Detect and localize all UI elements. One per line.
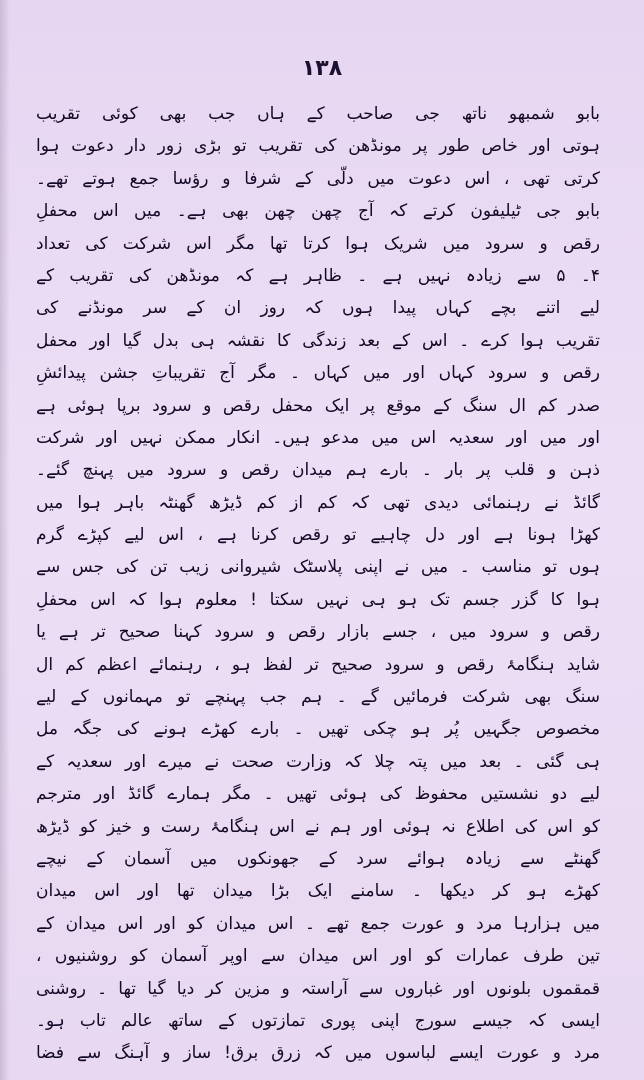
text-line: کھڑے ہو کر دیکھا ۔ سامنے ایک بڑا میدان تھا اور اس میدان bbox=[36, 881, 600, 902]
text-line: ۴۔ ۵ سے زیادہ نہیں ہے ۔ ظاہر ہے کہ مونڈھن کی تقریب کے bbox=[36, 265, 600, 286]
page-number: ۱۳۸ bbox=[301, 56, 343, 81]
text-line: ذہن و قلب پر بار ۔ بارے ہم میدان رقص و سرود میں پہنچ گئے۔ bbox=[36, 460, 600, 481]
text-line: قمقموں بلونوں اور غباروں سے آراستہ و مزین کر دیا گیا تھا ۔ روشنی bbox=[36, 978, 600, 999]
text-line: ہوا کا گزر جسم تک ہو ہی نہیں سکتا ! معلوم ہوا کہ اس محفلِ bbox=[36, 589, 600, 610]
text-line: ہوتی اور خاص طور پر مونڈھن کی تقریب تو بڑی زور دار دعوت ہوا bbox=[36, 136, 600, 157]
text-line: رقص و سرود میں شریک ہوا کرتا تھا مگر اس شرکت کی تعداد bbox=[36, 233, 600, 254]
body-text bbox=[36, 98, 600, 1070]
text-line: رقص و سرود کہاں اور میں کہاں ۔ مگر آج تقریباتِ جشن پیدائشِ bbox=[36, 363, 600, 384]
text-line: تین طرف عمارات کو اور اس میدان سے اوپر آسمان کو روشنیوں ، bbox=[36, 946, 600, 967]
text-line: سنگ بھی شرکت فرمائیں گے ۔ ہم جب پہنچے تو مہمانوں کے لیے bbox=[36, 687, 600, 708]
text-line: لیے دو نشستیں محفوظ کی ہوئی تھیں ۔ مگر ہمارے گائڈ اور مترجم bbox=[36, 784, 600, 805]
text-line: بابو جی ٹیلیفون کرتے کہ آج چھن چھن بھی ہے۔ میں اس محفلِ bbox=[36, 201, 600, 222]
text-line: کھڑا ہونا ہے اور دل چاہیے تو رقص کرنا ہے ، اس لیے کپڑے گرم bbox=[36, 525, 600, 546]
text-line: بابو شمبھو ناتھ جی صاحب کے ہاں جب بھی کوئی تقریب bbox=[36, 104, 600, 124]
text-line: رقص و سرود میں ، جسے بازار رقص و سرود کہنا صحیح تر ہے یا bbox=[36, 622, 600, 643]
text-line: کرتی تھی ، اس دعوت میں دلّی کے شرفا و رؤسا جمع ہوتے تھے۔ bbox=[36, 168, 600, 189]
text-line: اور میں اور سعدیہ اس میں مدعو ہیں۔ انکار ممکن نہیں اور شرکت bbox=[36, 427, 600, 448]
text-line: مخصوص جگہیں پُر ہو چکی تھیں ۔ بارے کھڑے ہونے کی جگہ مل bbox=[36, 719, 600, 740]
text-line: ہوں تو مناسب ۔ میں نے اپنی پلاسٹک شیروانی زیب تن کی جس سے bbox=[36, 557, 600, 578]
page-gutter-shadow bbox=[0, 0, 10, 1080]
text-line: گھنٹے سے زیادہ ہوائے سرد کے جھونکوں میں آسمان کے نیچے bbox=[36, 848, 600, 869]
text-line: شاید ہنگامۂ رقص و سرود صحیح تر لفظ ہو ، رہنمائے اعظم کم ال bbox=[36, 654, 600, 675]
text-line: صدر کم ال سنگ کے موقع پر ایک محفل رقص و سرود برپا ہوئی ہے bbox=[36, 395, 600, 416]
text-line: ایسی کہ جیسے سورج اپنی پوری تمازتوں کے ساتھ عالم تاب ہو۔ bbox=[36, 1010, 600, 1031]
text-line: مرد و عورت ایسے لباسوں میں کہ زرق برق! ساز و آہنگ سے فضا bbox=[36, 1043, 600, 1064]
text-line: تقریب ہوا کرے ۔ اس کے بعد زندگی کا نقشہ ہی بدل گیا اور محفل bbox=[36, 330, 600, 351]
text-line: کو اس کی اطلاع نہ ہوئی اور ہم نے اس ہنگامۂ رست و خیز کو ڈیڑھ bbox=[36, 816, 600, 837]
text-line: ہی گئی ۔ بعد میں پتہ چلا کہ وزارت صحت نے میرے اور سعدیہ کے bbox=[36, 751, 600, 772]
text-line: میں ہزارہا مرد و عورت جمع تھے ۔ اس میدان کو اور اس میدان کے bbox=[36, 913, 600, 934]
text-line: لیے اتنے بچے کہاں پیدا ہوں کہ روز ان کے سر مونڈنے کی bbox=[36, 298, 600, 319]
text-line: گائڈ نے رہنمائی دیدی تھی کہ کم از کم ڈیڑھ گھنٹہ باہر ہوا میں bbox=[36, 492, 600, 513]
